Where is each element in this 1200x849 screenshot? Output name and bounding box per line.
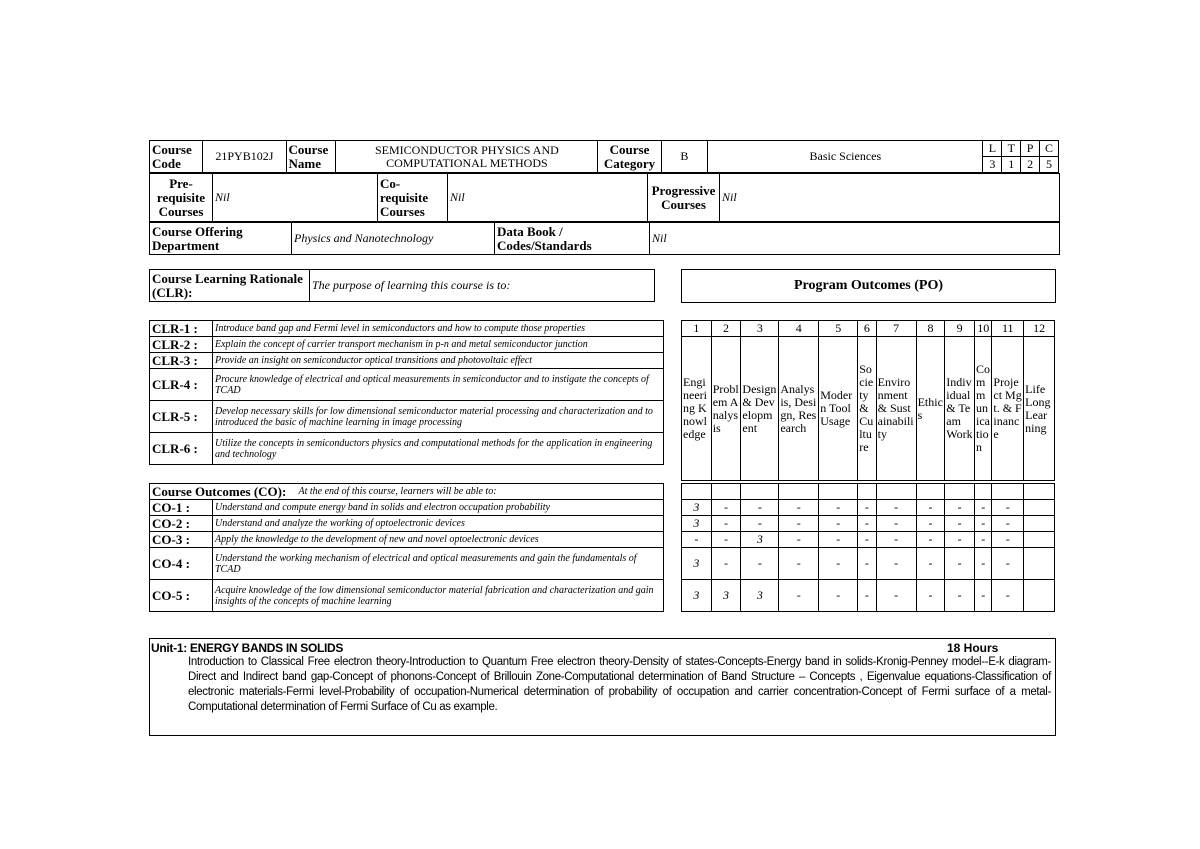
co-po-cell: - <box>819 548 858 580</box>
co-table <box>149 483 664 612</box>
co-po-cell: - <box>819 500 858 516</box>
clr-rationale-text: The purpose of learning this course is to: <box>310 270 655 302</box>
po-name: Project Mgt. & Finance <box>992 337 1024 481</box>
po-name: Environment & Sustainability <box>876 337 916 481</box>
co-po-cell: - <box>916 500 945 516</box>
clr-code: CLR-1 : <box>150 321 213 337</box>
po-number: 2 <box>711 321 741 337</box>
ltpc-value-l: 3 <box>983 157 1002 173</box>
co-po-cell: - <box>974 500 991 516</box>
co-row <box>150 580 664 612</box>
co-po-cell: - <box>945 516 975 532</box>
co-po-header-cell <box>974 484 991 500</box>
po-number: 8 <box>916 321 945 337</box>
co-po-cell <box>1024 580 1055 612</box>
co-po-cell: 3 <box>711 580 741 612</box>
course-name: SEMICONDUCTOR PHYSICS AND COMPUTATIONAL METHODS <box>336 141 598 173</box>
unit-title: Unit-1: ENERGY BANDS IN SOLIDS <box>151 641 344 655</box>
po-number: 4 <box>779 321 819 337</box>
prereq-label: Pre-requisite Courses <box>150 174 213 222</box>
co-po-cell: - <box>992 548 1024 580</box>
clr-row <box>150 321 664 337</box>
po-name: Individual & Team Work <box>945 337 975 481</box>
co-po-cell: - <box>876 500 916 516</box>
clr-row <box>150 353 664 369</box>
co-code: CO-4 : <box>150 548 213 580</box>
co-po-cell: - <box>974 532 991 548</box>
co-po-cell: - <box>711 516 741 532</box>
co-row <box>150 500 664 516</box>
co-code: CO-5 : <box>150 580 213 612</box>
clr-text: Provide an insight on semiconductor optical transitions and photovoltaic effect <box>213 353 664 369</box>
course-header-table <box>149 140 1059 173</box>
co-label: Course Outcomes (CO): <box>150 484 213 500</box>
po-number: 10 <box>974 321 991 337</box>
po-number: 12 <box>1024 321 1055 337</box>
po-name: Analysis, Design, Research <box>779 337 819 481</box>
po-number: 11 <box>992 321 1024 337</box>
co-po-header-cell <box>711 484 741 500</box>
po-number: 5 <box>819 321 858 337</box>
co-po-row <box>682 548 1055 580</box>
co-po-header-cell <box>682 484 712 500</box>
co-po-cell: - <box>819 580 858 612</box>
clr-text: Introduce band gap and Fermi level in semiconductors and how to compute those properties <box>213 321 664 337</box>
co-po-cell: - <box>992 500 1024 516</box>
co-po-cell: - <box>741 548 779 580</box>
co-po-cell: 3 <box>682 548 712 580</box>
po-name: Modern Tool Usage <box>819 337 858 481</box>
co-po-cell <box>1024 548 1055 580</box>
co-po-cell: - <box>858 532 876 548</box>
co-po-cell: - <box>819 516 858 532</box>
offering-value: Physics and Nanotechnology <box>292 223 495 255</box>
course-category-label: Course Category <box>598 141 661 173</box>
co-po-cell: 3 <box>682 516 712 532</box>
co-po-cell: - <box>858 548 876 580</box>
co-po-cell: - <box>711 548 741 580</box>
co-po-cell: - <box>876 532 916 548</box>
co-po-cell: - <box>916 532 945 548</box>
co-po-cell: - <box>779 500 819 516</box>
co-po-cell: - <box>916 580 945 612</box>
clr-text: Develop necessary skills for low dimensional semiconductor material processing and characterization and to introduced the basic of machine learning in image processing <box>213 401 664 433</box>
clr-code: CLR-5 : <box>150 401 213 433</box>
databook-label: Data Book / Codes/Standards <box>495 223 650 255</box>
co-row <box>150 548 664 580</box>
clr-rationale-table <box>149 269 655 302</box>
po-table <box>681 320 1055 481</box>
co-po-cell: 3 <box>741 580 779 612</box>
co-po-cell <box>1024 516 1055 532</box>
course-name-label: Course Name <box>286 141 336 173</box>
co-po-cell: - <box>945 532 975 548</box>
co-po-cell: - <box>876 516 916 532</box>
course-code-label: Course Code <box>150 141 203 173</box>
co-intro: At the end of this course, learners will be able to: <box>213 484 664 500</box>
ltpc-label-l: L <box>983 141 1002 157</box>
ltpc-label-t: T <box>1002 141 1021 157</box>
co-code: CO-1 : <box>150 500 213 516</box>
po-number: 1 <box>682 321 712 337</box>
co-text: Understand and analyze the working of optoelectronic devices <box>213 516 664 532</box>
co-po-header-cell <box>876 484 916 500</box>
po-number: 7 <box>876 321 916 337</box>
co-po-row <box>682 500 1055 516</box>
co-po-header-cell <box>741 484 779 500</box>
co-po-cell: - <box>779 580 819 612</box>
prereq-value: Nil <box>213 174 378 222</box>
co-code: CO-3 : <box>150 532 213 548</box>
co-text: Acquire knowledge of the low dimensional semiconductor material fabrication and characterization and gain insights of the concepts of machine learning <box>213 580 664 612</box>
co-po-cell: - <box>711 500 741 516</box>
clr-row <box>150 433 664 465</box>
course-code: 21PYB102J <box>203 141 286 173</box>
po-number: 9 <box>945 321 975 337</box>
co-po-cell: - <box>974 516 991 532</box>
co-po-cell: - <box>858 580 876 612</box>
co-po-cell: - <box>711 532 741 548</box>
co-po-mapping-table <box>681 483 1055 612</box>
offering-label: Course Offering Department <box>150 223 292 255</box>
co-row <box>150 516 664 532</box>
po-number: 6 <box>858 321 876 337</box>
co-po-header-cell <box>858 484 876 500</box>
coreq-label: Co-requisite Courses <box>378 174 448 222</box>
po-name: Life Long Learning <box>1024 337 1055 481</box>
co-po-cell: - <box>876 548 916 580</box>
co-po-cell: - <box>974 580 991 612</box>
co-po-cell: - <box>945 500 975 516</box>
co-po-cell: - <box>974 548 991 580</box>
clr-code: CLR-3 : <box>150 353 213 369</box>
co-po-header-cell <box>916 484 945 500</box>
po-name: Society & Culture <box>858 337 876 481</box>
co-po-cell: - <box>741 516 779 532</box>
co-po-header-cell <box>992 484 1024 500</box>
ltpc-value-p: 2 <box>1021 157 1040 173</box>
offering-table <box>149 222 1060 255</box>
co-po-header-cell <box>779 484 819 500</box>
progressive-label: Progressive Courses <box>648 174 720 222</box>
co-po-header-cell <box>819 484 858 500</box>
co-po-cell <box>1024 532 1055 548</box>
co-po-cell: - <box>779 532 819 548</box>
course-category: B <box>661 141 708 173</box>
co-po-cell: - <box>992 532 1024 548</box>
co-po-row <box>682 580 1055 612</box>
co-po-cell: - <box>992 580 1024 612</box>
co-po-cell: - <box>916 548 945 580</box>
co-po-header-cell <box>945 484 975 500</box>
clr-code: CLR-6 : <box>150 433 213 465</box>
co-po-cell: 3 <box>682 500 712 516</box>
ltpc-label-p: P <box>1021 141 1040 157</box>
clr-rationale-label: Course Learning Rationale (CLR): <box>150 270 310 302</box>
po-name: Design & Development <box>741 337 779 481</box>
po-name: Engineering Knowledge <box>682 337 712 481</box>
progressive-value: Nil <box>720 174 1060 222</box>
unit-1-section <box>149 638 1056 736</box>
clr-text: Explain the concept of carrier transport mechanism in p-n and metal semiconductor junction <box>213 337 664 353</box>
co-po-cell: - <box>945 548 975 580</box>
co-po-header-cell <box>1024 484 1055 500</box>
clr-row <box>150 401 664 433</box>
ltpc-value-t: 1 <box>1002 157 1021 173</box>
co-po-cell: - <box>916 516 945 532</box>
databook-value: Nil <box>650 223 1060 255</box>
co-po-row <box>682 532 1055 548</box>
co-po-cell: - <box>741 500 779 516</box>
clr-text: Procure knowledge of electrical and optical measurements in semiconductor and to instigate the concepts of TCAD <box>213 369 664 401</box>
co-po-cell <box>1024 500 1055 516</box>
co-po-cell: 3 <box>682 580 712 612</box>
po-name: Ethics <box>916 337 945 481</box>
co-code: CO-2 : <box>150 516 213 532</box>
co-text: Understand and compute energy band in solids and electron occupation probability <box>213 500 664 516</box>
unit-hours: 18 Hours <box>947 641 999 655</box>
co-po-cell: - <box>779 548 819 580</box>
prerequisite-table <box>149 173 1060 222</box>
category-name: Basic Sciences <box>708 141 983 173</box>
co-po-cell: 3 <box>741 532 779 548</box>
po-name: Communication <box>974 337 991 481</box>
clr-row <box>150 369 664 401</box>
co-po-cell: - <box>945 580 975 612</box>
coreq-value: Nil <box>448 174 648 222</box>
co-po-cell: - <box>992 516 1024 532</box>
co-text: Understand the working mechanism of electrical and optical measurements and gain the fundamentals of TCAD <box>213 548 664 580</box>
co-po-cell: - <box>682 532 712 548</box>
co-text: Apply the knowledge to the development of new and novel optoelectronic devices <box>213 532 664 548</box>
ltpc-label-c: C <box>1040 141 1059 157</box>
unit-body: Introduction to Classical Free electron theory-Introduction to Quantum Free electron theory-Density of states-Concepts-Energy band in solids-Kronig-Penney model--E-k diagram-Direct and Indirect band gap-Concept of phonons-Concept of Brillouin Zone-Computational determination of Band Structure – Concepts , Eigenvalue equations-Classification of electronic materials-Fermi level-Probability of occupation-Numerical determination of probability of occupation and carrier concentration-Concept of Fermi surface of a metal-Computational determination of Fermi Surface of Cu as example. <box>188 656 1051 713</box>
ltpc-value-c: 5 <box>1040 157 1059 173</box>
co-po-cell: - <box>858 500 876 516</box>
co-po-cell: - <box>876 580 916 612</box>
co-po-cell: - <box>819 532 858 548</box>
co-po-row <box>682 516 1055 532</box>
po-name: Problem Analysis <box>711 337 741 481</box>
co-row <box>150 532 664 548</box>
po-title: Program Outcomes (PO) <box>681 269 1056 303</box>
co-po-cell: - <box>779 516 819 532</box>
clr-table <box>149 320 664 465</box>
clr-code: CLR-4 : <box>150 369 213 401</box>
clr-row <box>150 337 664 353</box>
po-number: 3 <box>741 321 779 337</box>
clr-code: CLR-2 : <box>150 337 213 353</box>
co-po-cell: - <box>858 516 876 532</box>
clr-text: Utilize the concepts in semiconductors physics and computational methods for the application in engineering and technology <box>213 433 664 465</box>
